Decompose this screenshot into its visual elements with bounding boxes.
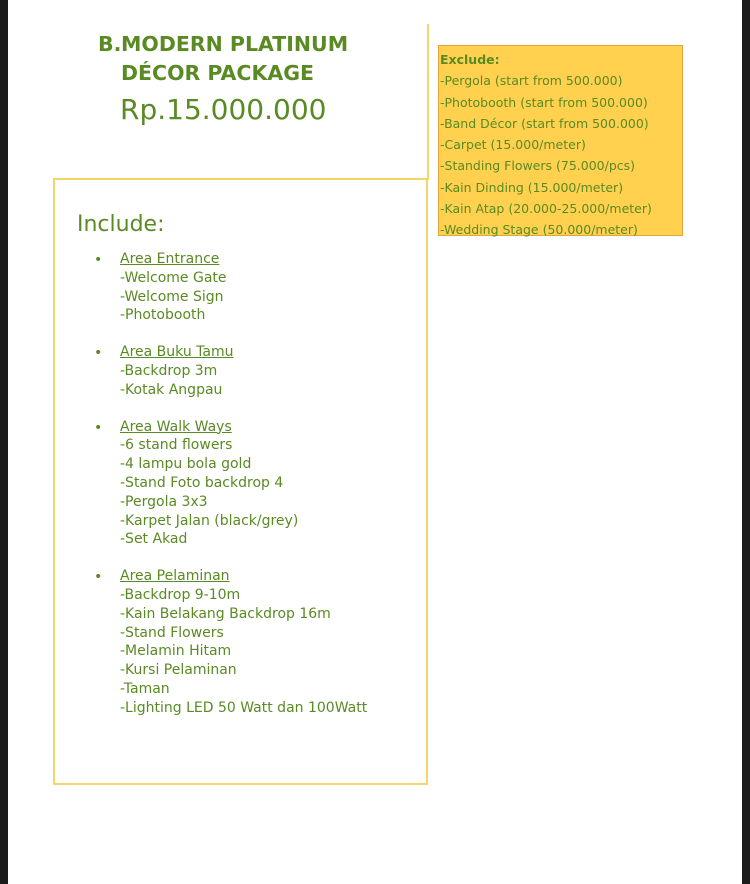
package-title bbox=[98, 30, 428, 88]
include-item: -Backdrop 3m bbox=[120, 362, 218, 379]
include-heading: Include: bbox=[77, 212, 165, 237]
package-price: Rp.15.000.000 bbox=[120, 93, 327, 126]
bullet-icon: • bbox=[94, 252, 103, 268]
exclude-item: -Kain Dinding (15.000/meter) bbox=[440, 179, 624, 195]
exclude-item: -Band Décor (start from 500.000) bbox=[440, 115, 649, 131]
package-number: B. bbox=[98, 32, 122, 56]
include-box bbox=[53, 178, 428, 785]
include-section bbox=[55, 418, 426, 550]
include-item: -Photobooth bbox=[120, 307, 206, 324]
include-item: -6 stand flowers bbox=[120, 437, 233, 454]
bullet-icon: • bbox=[94, 419, 103, 436]
section-title: Area Walk Ways bbox=[120, 418, 232, 435]
exclude-item: -Pergola (start from 500.000) bbox=[440, 73, 623, 89]
include-item: -Kain Belakang Backdrop 16m bbox=[120, 605, 331, 622]
include-item: -Karpet Jalan (black/grey) bbox=[120, 512, 299, 529]
bullet-icon: • bbox=[94, 345, 103, 362]
include-item: -Pergola 3x3 bbox=[120, 493, 208, 510]
exclude-heading: Exclude: bbox=[440, 52, 500, 67]
section-title: Area Entrance bbox=[120, 251, 220, 267]
include-item: -Stand Flowers bbox=[120, 624, 224, 641]
document-page bbox=[8, 0, 742, 884]
include-item: -Melamin Hitam bbox=[120, 643, 232, 660]
include-item: -Welcome Sign bbox=[120, 288, 224, 305]
bullet-icon: • bbox=[94, 569, 103, 586]
exclude-item: -Standing Flowers (75.000/pcs) bbox=[440, 158, 636, 174]
section-title: Area Pelaminan bbox=[120, 568, 230, 585]
exclude-list bbox=[440, 70, 682, 240]
exclude-item: -Carpet (15.000/meter) bbox=[440, 137, 586, 153]
include-item: -Set Akad bbox=[120, 531, 188, 548]
include-item: -Kotak Angpau bbox=[120, 381, 223, 398]
exclude-item: -Photobooth (start from 500.000) bbox=[440, 94, 648, 110]
exclude-box bbox=[438, 45, 683, 236]
package-name: MODERN PLATINUM DÉCOR PACKAGE bbox=[121, 32, 349, 85]
divider-line bbox=[427, 24, 429, 180]
include-item: -4 lampu bola gold bbox=[120, 456, 252, 473]
include-item: -Taman bbox=[120, 680, 170, 697]
exclude-item: -Wedding Stage (50.000/meter) bbox=[440, 222, 638, 238]
include-item: -Lighting LED 50 Watt dan 100Watt bbox=[120, 699, 368, 716]
include-sections bbox=[55, 250, 426, 736]
include-item: -Backdrop 9-10m bbox=[120, 586, 241, 603]
include-section bbox=[55, 343, 426, 399]
include-item: -Welcome Gate bbox=[120, 269, 227, 286]
include-item: -Stand Foto backdrop 4 bbox=[120, 474, 284, 491]
exclude-item: -Kain Atap (20.000-25.000/meter) bbox=[440, 201, 652, 217]
include-section bbox=[55, 567, 426, 717]
include-item: -Kursi Pelaminan bbox=[120, 662, 237, 679]
section-title: Area Buku Tamu bbox=[120, 344, 234, 361]
include-section bbox=[55, 250, 426, 325]
